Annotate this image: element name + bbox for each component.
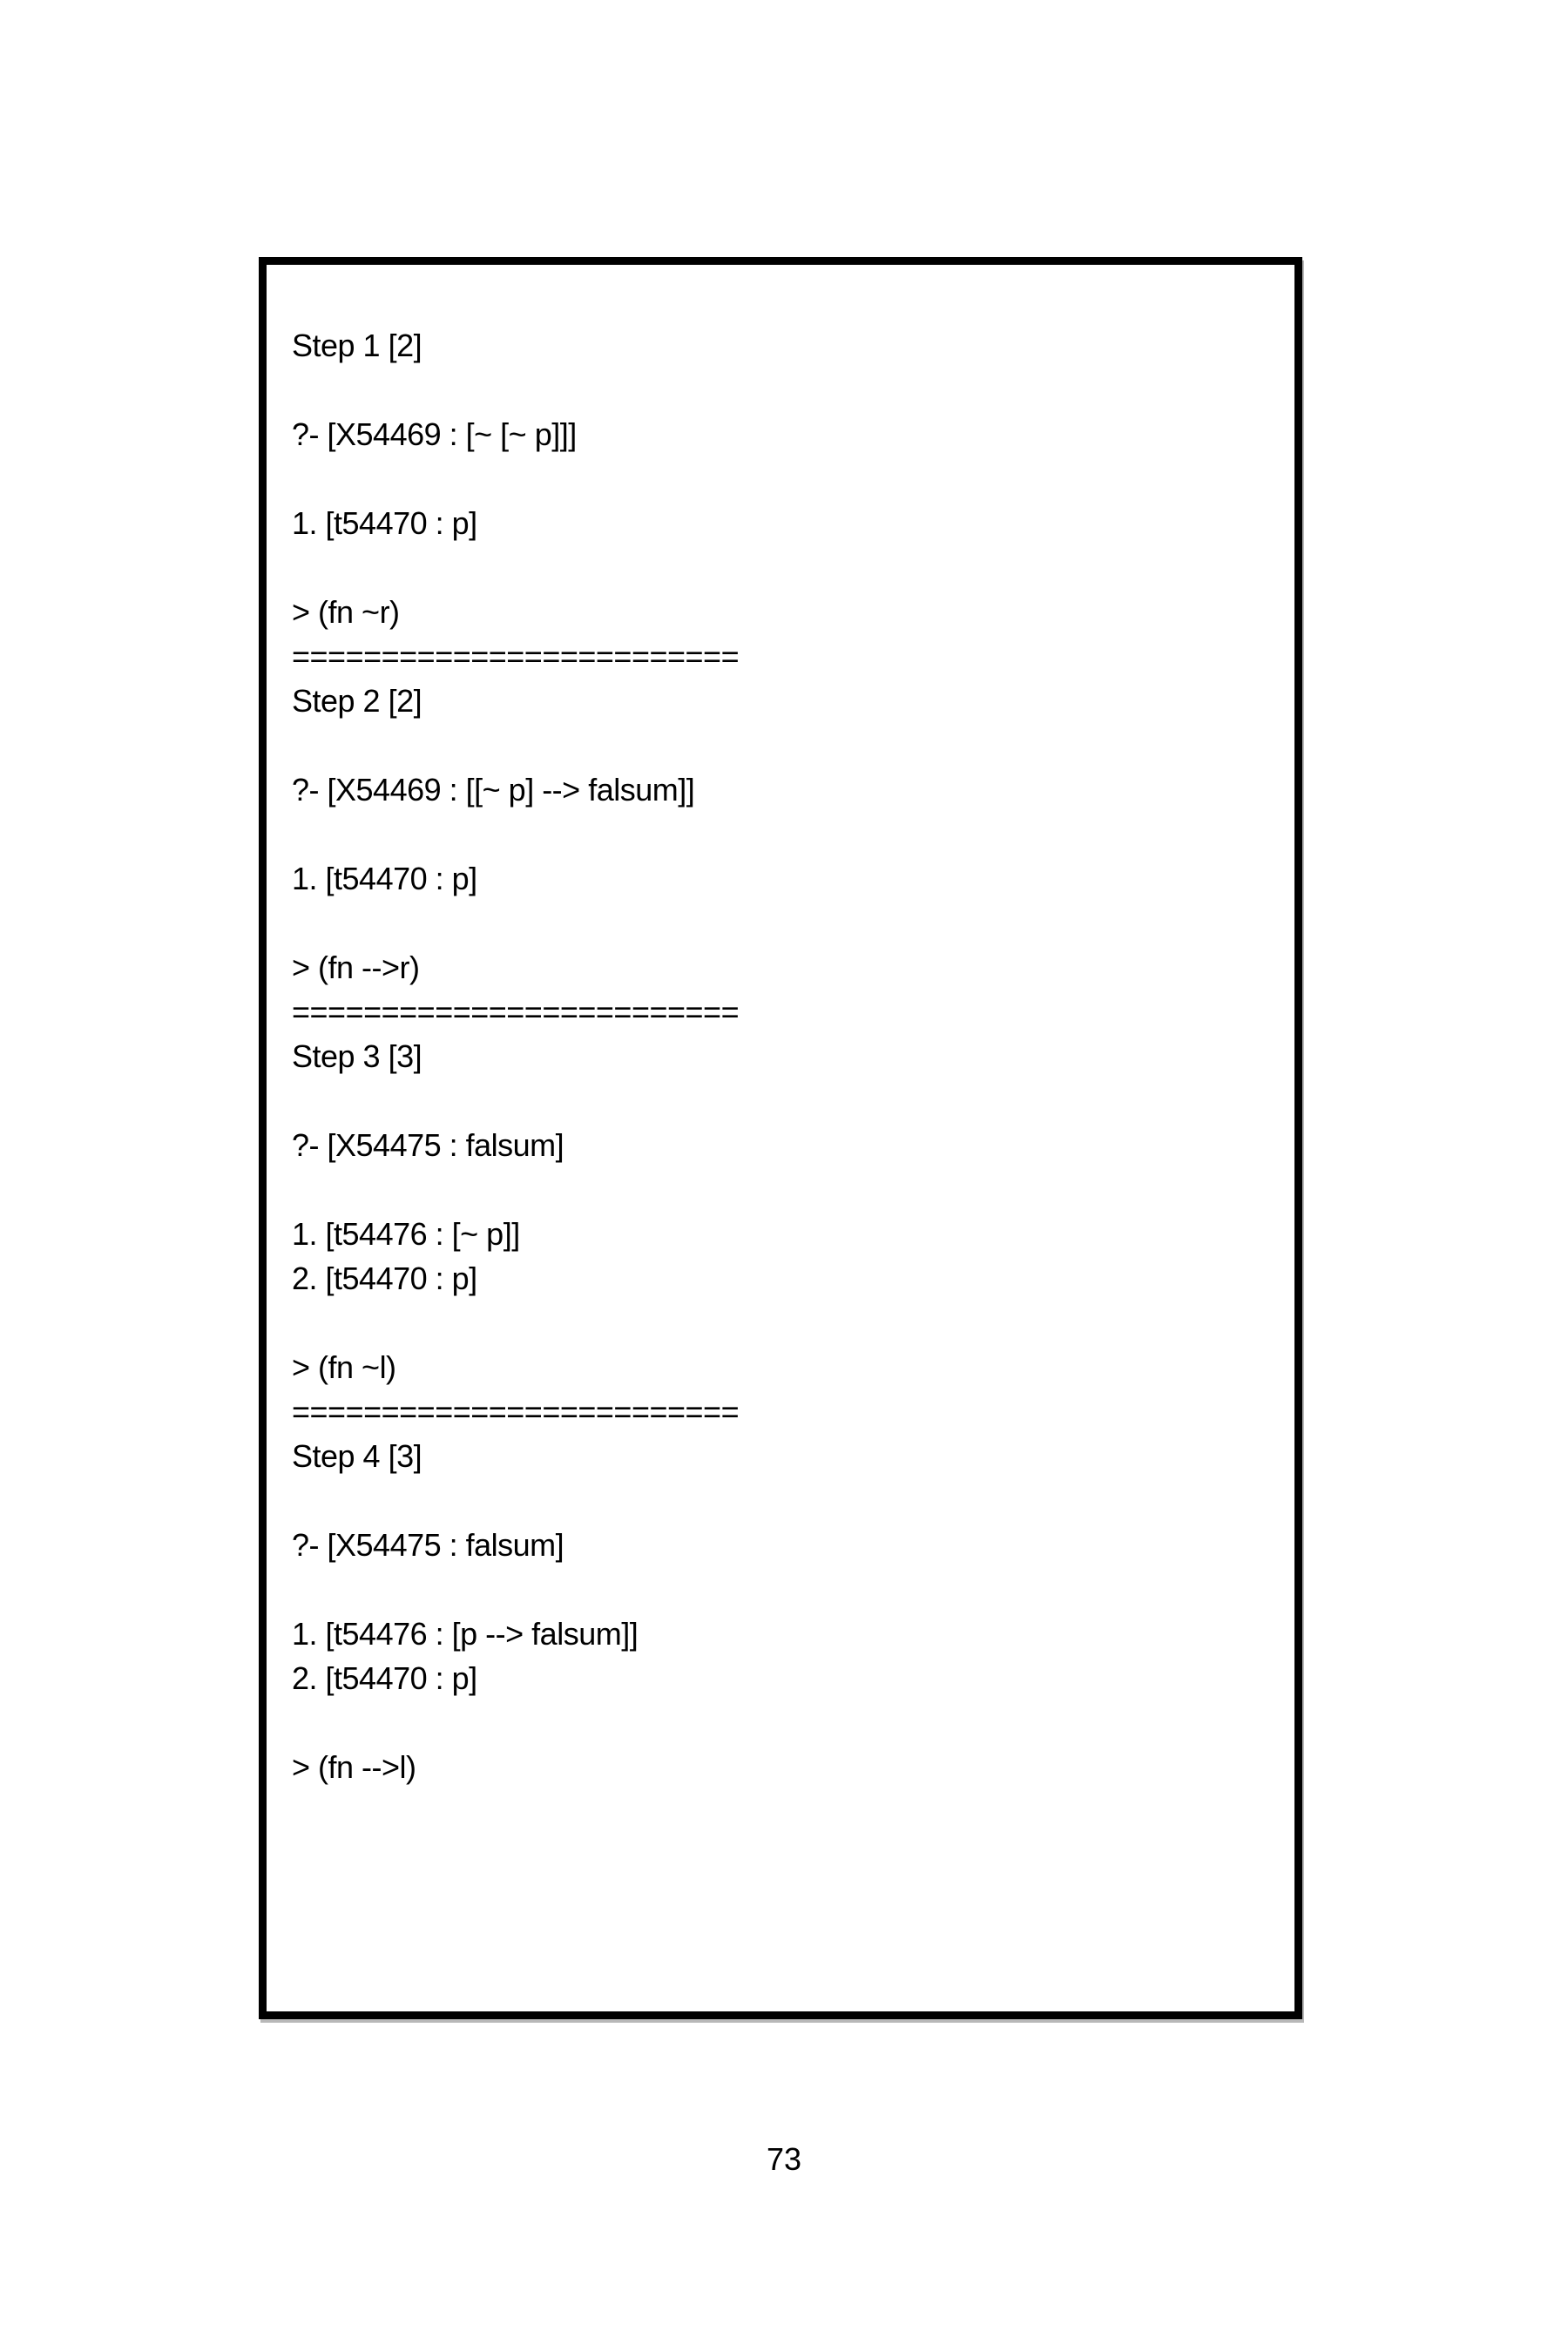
transcript-line: ========================= <box>292 1394 740 1429</box>
transcript-line: ?- [X54469 : [~ [~ p]]] <box>292 416 577 452</box>
transcript-line: ?- [X54469 : [[~ p] --> falsum]] <box>292 772 695 808</box>
transcript-line <box>292 1478 1277 1523</box>
transcript-line <box>292 368 1277 412</box>
transcript-line: 1. [t54476 : [~ p]] <box>292 1216 520 1252</box>
transcript-line: 2. [t54470 : p] <box>292 1660 477 1696</box>
transcript-line: 1. [t54470 : p] <box>292 505 477 541</box>
transcript-line: 1. [t54476 : [p --> falsum]] <box>292 1616 639 1652</box>
transcript-line: ========================= <box>292 994 740 1030</box>
transcript-line: > (fn ~l) <box>292 1349 396 1385</box>
page-number: 73 <box>766 2141 802 2177</box>
transcript-line: > (fn ~r) <box>292 594 400 630</box>
transcript-line: 1. [t54470 : p] <box>292 861 477 896</box>
transcript-line <box>292 545 1277 590</box>
transcript-line: Step 4 [3] <box>292 1438 422 1474</box>
transcript-line <box>292 456 1277 501</box>
transcript-line <box>292 1167 1277 1212</box>
transcript-line <box>292 1078 1277 1123</box>
transcript-line: ========================= <box>292 639 740 674</box>
transcript-line: ?- [X54475 : falsum] <box>292 1527 564 1563</box>
transcript-line: > (fn -->l) <box>292 1749 416 1785</box>
transcript-line: > (fn -->r) <box>292 950 420 985</box>
transcript-line: 2. [t54470 : p] <box>292 1260 477 1296</box>
transcript-lines <box>267 265 1294 1789</box>
transcript-line: Step 3 [3] <box>292 1038 422 1074</box>
transcript-line <box>292 812 1277 856</box>
transcript-line: Step 2 [2] <box>292 683 422 719</box>
transcript-line <box>292 1301 1277 1345</box>
transcript-line <box>292 1567 1277 1612</box>
transcript-line <box>292 1700 1277 1745</box>
transcript-line <box>292 901 1277 945</box>
transcript-line <box>292 723 1277 767</box>
transcript-box <box>259 257 1302 2019</box>
transcript-line: Step 1 [2] <box>292 328 422 363</box>
transcript-line: ?- [X54475 : falsum] <box>292 1127 564 1163</box>
